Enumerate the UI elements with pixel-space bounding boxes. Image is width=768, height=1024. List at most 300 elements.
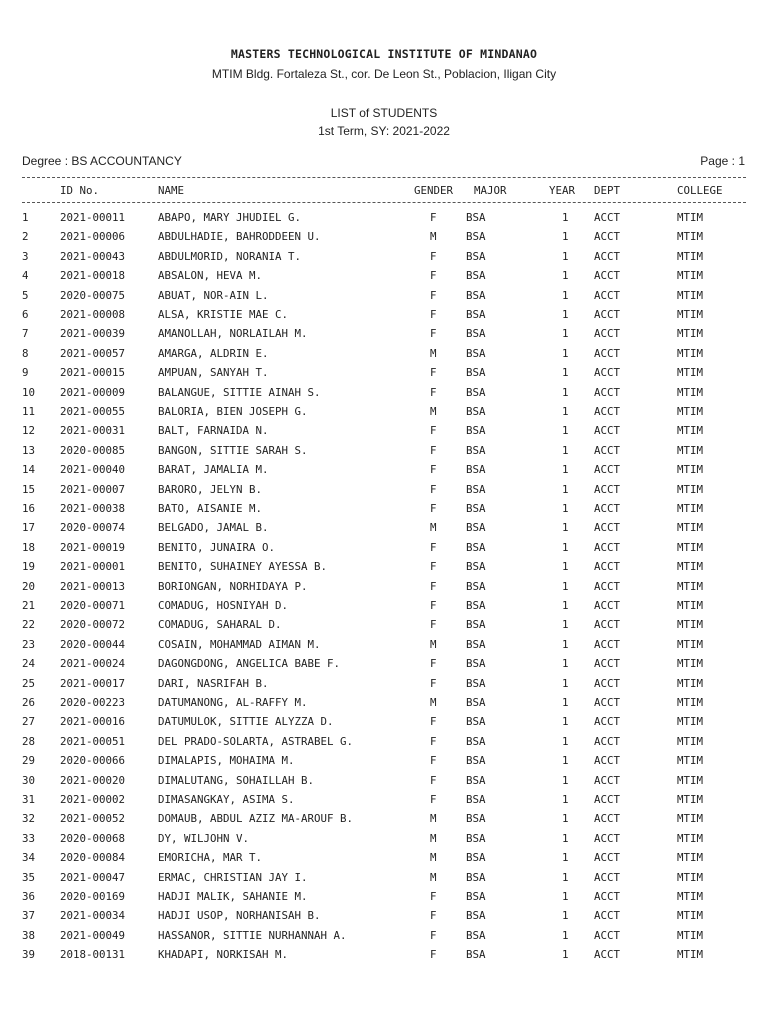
student-dept: ACCT xyxy=(594,366,621,380)
student-name: DIMALAPIS, MOHAIMA M. xyxy=(158,754,295,768)
table-row xyxy=(0,793,768,809)
row-number: 19 xyxy=(22,560,36,574)
divider-top xyxy=(22,177,746,178)
institution-name: MASTERS TECHNOLOGICAL INSTITUTE OF MINDANAO xyxy=(230,47,538,61)
student-college: MTIM xyxy=(677,579,704,593)
table-row xyxy=(0,327,768,343)
student-major: BSA xyxy=(466,269,486,283)
column-header-name: NAME xyxy=(158,184,185,197)
table-row xyxy=(0,463,768,479)
term-label: 1st Term, SY: 2021-2022 xyxy=(318,124,450,138)
row-number: 26 xyxy=(22,696,36,709)
table-row xyxy=(0,269,768,285)
row-number: 20 xyxy=(22,579,36,593)
student-id: 2021-00019 xyxy=(60,540,126,554)
student-id: 2018-00131 xyxy=(60,948,126,962)
student-id: 2020-00223 xyxy=(60,696,126,709)
student-year: 1 xyxy=(562,560,569,574)
student-year: 1 xyxy=(562,366,569,380)
student-name: ABDULHADIE, BAHRODDEEN U. xyxy=(158,230,321,244)
student-name: COMADUG, HOSNIYAH D. xyxy=(158,599,289,612)
table-row xyxy=(0,890,768,906)
student-id: 2021-00011 xyxy=(60,211,126,224)
student-gender: M xyxy=(430,870,437,884)
table-row xyxy=(0,211,768,227)
student-name: DIMALUTANG, SOHAILLAH B. xyxy=(158,773,315,787)
student-major: BSA xyxy=(466,230,486,244)
student-year: 1 xyxy=(562,657,569,671)
student-name: KHADAPI, NORKISAH M. xyxy=(158,948,289,962)
table-row xyxy=(0,599,768,615)
student-college: MTIM xyxy=(677,560,704,574)
student-major: BSA xyxy=(466,463,486,477)
row-number: 32 xyxy=(22,812,36,826)
student-id: 2020-00044 xyxy=(60,637,126,651)
student-college: MTIM xyxy=(677,327,704,341)
student-college: MTIM xyxy=(677,424,704,438)
student-dept: ACCT xyxy=(594,521,621,535)
student-year: 1 xyxy=(562,637,569,651)
student-college: MTIM xyxy=(677,288,704,302)
student-id: 2021-00031 xyxy=(60,424,126,438)
row-number: 24 xyxy=(22,657,36,671)
student-dept: ACCT xyxy=(594,909,621,923)
column-header-gender: GENDER xyxy=(414,184,454,197)
table-row xyxy=(0,618,768,634)
student-dept: ACCT xyxy=(594,599,621,612)
student-year: 1 xyxy=(562,715,569,729)
student-college: MTIM xyxy=(677,812,704,826)
student-name: AMPUAN, SANYAH T. xyxy=(158,366,269,380)
student-year: 1 xyxy=(562,424,569,438)
student-dept: ACCT xyxy=(594,870,621,884)
student-name: COSAIN, MOHAMMAD AIMAN M. xyxy=(158,637,321,651)
row-number: 1 xyxy=(22,211,29,224)
row-number: 25 xyxy=(22,676,36,690)
student-dept: ACCT xyxy=(594,424,621,438)
student-id: 2021-00057 xyxy=(60,346,126,360)
row-number: 8 xyxy=(22,346,29,360)
table-row xyxy=(0,851,768,867)
student-year: 1 xyxy=(562,327,569,341)
student-id: 2021-00043 xyxy=(60,249,126,263)
student-year: 1 xyxy=(562,618,569,632)
student-name: DATUMANONG, AL-RAFFY M. xyxy=(158,696,308,709)
row-number: 14 xyxy=(22,463,36,477)
student-name: DOMAUB, ABDUL AZIZ MA-AROUF B. xyxy=(158,812,354,826)
table-row xyxy=(0,735,768,751)
student-gender: F xyxy=(430,890,437,903)
student-year: 1 xyxy=(562,812,569,826)
student-major: BSA xyxy=(466,909,486,923)
list-title: LIST of STUDENTS xyxy=(330,106,438,120)
student-name: ABSALON, HEVA M. xyxy=(158,269,263,283)
student-gender: F xyxy=(430,754,437,768)
student-college: MTIM xyxy=(677,793,704,806)
student-dept: ACCT xyxy=(594,443,621,457)
student-dept: ACCT xyxy=(594,288,621,302)
student-gender: F xyxy=(430,443,437,457)
student-dept: ACCT xyxy=(594,211,621,224)
divider-header xyxy=(22,202,746,203)
student-year: 1 xyxy=(562,851,569,865)
student-id: 2021-00040 xyxy=(60,463,126,477)
student-college: MTIM xyxy=(677,870,704,884)
student-name: BELGADO, JAMAL B. xyxy=(158,521,269,535)
student-major: BSA xyxy=(466,657,486,671)
page-number: Page : 1 xyxy=(700,154,745,168)
student-college: MTIM xyxy=(677,211,704,224)
student-gender: F xyxy=(430,618,437,632)
row-number: 31 xyxy=(22,793,36,806)
student-year: 1 xyxy=(562,948,569,962)
student-major: BSA xyxy=(466,928,486,942)
student-dept: ACCT xyxy=(594,405,621,418)
student-college: MTIM xyxy=(677,773,704,787)
student-gender: F xyxy=(430,502,437,515)
row-number: 33 xyxy=(22,831,36,845)
student-id: 2021-00001 xyxy=(60,560,126,574)
student-name: AMANOLLAH, NORLAILAH M. xyxy=(158,327,308,341)
student-id: 2020-00084 xyxy=(60,851,126,865)
student-dept: ACCT xyxy=(594,812,621,826)
student-college: MTIM xyxy=(677,948,704,962)
student-major: BSA xyxy=(466,793,486,806)
student-major: BSA xyxy=(466,540,486,554)
student-dept: ACCT xyxy=(594,754,621,768)
column-header-major: MAJOR xyxy=(474,184,507,197)
student-college: MTIM xyxy=(677,405,704,418)
student-major: BSA xyxy=(466,715,486,729)
student-year: 1 xyxy=(562,502,569,515)
student-id: 2021-00020 xyxy=(60,773,126,787)
student-id: 2021-00038 xyxy=(60,502,126,515)
row-number: 28 xyxy=(22,734,36,748)
row-number: 7 xyxy=(22,327,29,341)
row-number: 35 xyxy=(22,870,36,884)
student-id: 2021-00002 xyxy=(60,793,126,806)
student-gender: F xyxy=(430,715,437,729)
student-major: BSA xyxy=(466,831,486,845)
student-major: BSA xyxy=(466,502,486,515)
student-major: BSA xyxy=(466,521,486,535)
student-year: 1 xyxy=(562,346,569,360)
student-gender: F xyxy=(430,793,437,806)
student-dept: ACCT xyxy=(594,831,621,845)
student-gender: F xyxy=(430,676,437,690)
student-id: 2021-00006 xyxy=(60,230,126,244)
student-name: BALT, FARNAIDA N. xyxy=(158,424,269,438)
student-year: 1 xyxy=(562,579,569,593)
student-dept: ACCT xyxy=(594,230,621,244)
student-major: BSA xyxy=(466,346,486,360)
student-name: ALSA, KRISTIE MAE C. xyxy=(158,308,289,321)
student-name: HASSANOR, SITTIE NURHANNAH A. xyxy=(158,928,347,942)
table-row xyxy=(0,521,768,537)
student-dept: ACCT xyxy=(594,657,621,671)
row-number: 21 xyxy=(22,599,36,612)
row-number: 18 xyxy=(22,540,36,554)
student-name: ABDULMORID, NORANIA T. xyxy=(158,249,302,263)
student-id: 2020-00074 xyxy=(60,521,126,535)
student-college: MTIM xyxy=(677,618,704,632)
student-id: 2021-00024 xyxy=(60,657,126,671)
institution-address: MTIM Bldg. Fortaleza St., cor. De Leon St., Poblacion, Iligan City xyxy=(211,67,557,81)
student-major: BSA xyxy=(466,676,486,690)
student-college: MTIM xyxy=(677,463,704,477)
student-year: 1 xyxy=(562,385,569,399)
student-year: 1 xyxy=(562,269,569,283)
student-id: 2021-00008 xyxy=(60,308,126,321)
student-dept: ACCT xyxy=(594,773,621,787)
student-name: AMARGA, ALDRIN E. xyxy=(158,346,269,360)
student-id: 2021-00051 xyxy=(60,734,126,748)
student-major: BSA xyxy=(466,308,486,321)
student-dept: ACCT xyxy=(594,928,621,942)
student-id: 2021-00013 xyxy=(60,579,126,593)
student-college: MTIM xyxy=(677,346,704,360)
student-id: 2021-00015 xyxy=(60,366,126,380)
student-name: BENITO, SUHAINEY AYESSA B. xyxy=(158,560,328,574)
student-id: 2020-00085 xyxy=(60,443,126,457)
table-row xyxy=(0,657,768,673)
student-id: 2021-00034 xyxy=(60,909,126,923)
student-dept: ACCT xyxy=(594,308,621,321)
student-year: 1 xyxy=(562,696,569,709)
student-year: 1 xyxy=(562,754,569,768)
student-name: DEL PRADO-SOLARTA, ASTRABEL G. xyxy=(158,734,354,748)
table-row xyxy=(0,580,768,596)
table-row xyxy=(0,541,768,557)
row-number: 5 xyxy=(22,288,29,302)
student-dept: ACCT xyxy=(594,502,621,515)
table-row xyxy=(0,948,768,964)
student-gender: F xyxy=(430,249,437,263)
student-year: 1 xyxy=(562,482,569,496)
student-major: BSA xyxy=(466,754,486,768)
row-number: 11 xyxy=(22,405,36,418)
degree-label: Degree : BS ACCOUNTANCY xyxy=(22,154,182,168)
student-dept: ACCT xyxy=(594,385,621,399)
student-id: 2021-00009 xyxy=(60,385,126,399)
row-number: 13 xyxy=(22,443,36,457)
row-number: 10 xyxy=(22,385,36,399)
student-dept: ACCT xyxy=(594,269,621,283)
student-gender: M xyxy=(430,637,437,651)
column-header-id: ID No. xyxy=(60,184,100,197)
table-row xyxy=(0,502,768,518)
table-row xyxy=(0,347,768,363)
student-year: 1 xyxy=(562,831,569,845)
table-row xyxy=(0,871,768,887)
table-row xyxy=(0,638,768,654)
student-major: BSA xyxy=(466,579,486,593)
student-gender: F xyxy=(430,385,437,399)
row-number: 39 xyxy=(22,948,36,962)
student-gender: M xyxy=(430,851,437,865)
student-major: BSA xyxy=(466,560,486,574)
table-row xyxy=(0,774,768,790)
student-major: BSA xyxy=(466,211,486,224)
student-dept: ACCT xyxy=(594,327,621,341)
table-row xyxy=(0,715,768,731)
table-row xyxy=(0,424,768,440)
student-college: MTIM xyxy=(677,521,704,535)
student-dept: ACCT xyxy=(594,676,621,690)
table-row xyxy=(0,929,768,945)
student-id: 2020-00169 xyxy=(60,890,126,903)
student-gender: M xyxy=(430,521,437,535)
student-id: 2021-00052 xyxy=(60,812,126,826)
student-gender: F xyxy=(430,773,437,787)
student-year: 1 xyxy=(562,928,569,942)
table-row xyxy=(0,832,768,848)
student-gender: M xyxy=(430,696,437,709)
student-major: BSA xyxy=(466,696,486,709)
student-year: 1 xyxy=(562,909,569,923)
student-year: 1 xyxy=(562,599,569,612)
student-year: 1 xyxy=(562,793,569,806)
student-dept: ACCT xyxy=(594,249,621,263)
student-gender: F xyxy=(430,288,437,302)
student-gender: F xyxy=(430,909,437,923)
student-dept: ACCT xyxy=(594,851,621,865)
student-gender: M xyxy=(430,831,437,845)
student-gender: F xyxy=(430,211,437,224)
student-year: 1 xyxy=(562,211,569,224)
student-year: 1 xyxy=(562,405,569,418)
student-id: 2021-00055 xyxy=(60,405,126,418)
student-major: BSA xyxy=(466,482,486,496)
student-dept: ACCT xyxy=(594,696,621,709)
student-year: 1 xyxy=(562,521,569,535)
student-major: BSA xyxy=(466,249,486,263)
student-major: BSA xyxy=(466,405,486,418)
student-id: 2021-00049 xyxy=(60,928,126,942)
table-row xyxy=(0,483,768,499)
student-gender: F xyxy=(430,734,437,748)
student-major: BSA xyxy=(466,812,486,826)
row-number: 4 xyxy=(22,269,29,283)
student-name: BANGON, SITTIE SARAH S. xyxy=(158,443,308,457)
student-name: EMORICHA, MAR T. xyxy=(158,851,263,865)
student-year: 1 xyxy=(562,734,569,748)
table-row xyxy=(0,308,768,324)
student-year: 1 xyxy=(562,463,569,477)
student-college: MTIM xyxy=(677,715,704,729)
table-row xyxy=(0,677,768,693)
table-row xyxy=(0,230,768,246)
student-college: MTIM xyxy=(677,831,704,845)
student-gender: F xyxy=(430,482,437,496)
student-college: MTIM xyxy=(677,249,704,263)
student-name: HADJI MALIK, SAHANIE M. xyxy=(158,890,308,903)
student-name: BARAT, JAMALIA M. xyxy=(158,463,269,477)
student-gender: M xyxy=(430,230,437,244)
student-name: BENITO, JUNAIRA O. xyxy=(158,540,276,554)
row-number: 38 xyxy=(22,928,36,942)
student-name: DARI, NASRIFAH B. xyxy=(158,676,269,690)
student-year: 1 xyxy=(562,249,569,263)
row-number: 2 xyxy=(22,230,29,244)
student-id: 2021-00016 xyxy=(60,715,126,729)
student-year: 1 xyxy=(562,540,569,554)
student-gender: F xyxy=(430,948,437,962)
student-major: BSA xyxy=(466,288,486,302)
student-name: BALANGUE, SITTIE AINAH S. xyxy=(158,385,321,399)
row-number: 37 xyxy=(22,909,36,923)
row-number: 23 xyxy=(22,637,36,651)
student-college: MTIM xyxy=(677,385,704,399)
student-college: MTIM xyxy=(677,696,704,709)
student-college: MTIM xyxy=(677,599,704,612)
row-number: 22 xyxy=(22,618,36,632)
student-college: MTIM xyxy=(677,676,704,690)
student-name: DIMASANGKAY, ASIMA S. xyxy=(158,793,295,806)
row-number: 29 xyxy=(22,754,36,768)
student-dept: ACCT xyxy=(594,715,621,729)
student-major: BSA xyxy=(466,366,486,380)
row-number: 27 xyxy=(22,715,36,729)
row-number: 12 xyxy=(22,424,36,438)
student-college: MTIM xyxy=(677,540,704,554)
student-dept: ACCT xyxy=(594,793,621,806)
table-row xyxy=(0,812,768,828)
student-year: 1 xyxy=(562,773,569,787)
table-row xyxy=(0,366,768,382)
student-year: 1 xyxy=(562,443,569,457)
student-dept: ACCT xyxy=(594,637,621,651)
student-college: MTIM xyxy=(677,851,704,865)
student-college: MTIM xyxy=(677,754,704,768)
student-name: COMADUG, SAHARAL D. xyxy=(158,618,282,632)
column-header-year: YEAR xyxy=(549,184,576,197)
student-major: BSA xyxy=(466,327,486,341)
student-dept: ACCT xyxy=(594,346,621,360)
student-gender: F xyxy=(430,424,437,438)
student-dept: ACCT xyxy=(594,560,621,574)
row-number: 3 xyxy=(22,249,29,263)
student-name: HADJI USOP, NORHANISAH B. xyxy=(158,909,321,923)
student-gender: F xyxy=(430,579,437,593)
student-major: BSA xyxy=(466,637,486,651)
student-dept: ACCT xyxy=(594,579,621,593)
table-row xyxy=(0,909,768,925)
column-header-dept: DEPT xyxy=(594,184,621,197)
student-gender: F xyxy=(430,308,437,321)
student-major: BSA xyxy=(466,734,486,748)
row-number: 9 xyxy=(22,366,29,380)
student-major: BSA xyxy=(466,948,486,962)
student-gender: F xyxy=(430,560,437,574)
student-gender: F xyxy=(430,463,437,477)
student-name: ERMAC, CHRISTIAN JAY I. xyxy=(158,870,308,884)
student-name: DY, WILJOHN V. xyxy=(158,831,250,845)
student-year: 1 xyxy=(562,890,569,903)
student-name: DATUMULOK, SITTIE ALYZZA D. xyxy=(158,715,334,729)
student-dept: ACCT xyxy=(594,948,621,962)
student-name: DAGONGDONG, ANGELICA BABE F. xyxy=(158,657,341,671)
student-year: 1 xyxy=(562,230,569,244)
student-college: MTIM xyxy=(677,308,704,321)
student-name: BARORO, JELYN B. xyxy=(158,482,263,496)
student-gender: F xyxy=(430,366,437,380)
student-year: 1 xyxy=(562,308,569,321)
student-major: BSA xyxy=(466,851,486,865)
table-header xyxy=(0,184,768,200)
student-year: 1 xyxy=(562,870,569,884)
student-college: MTIM xyxy=(677,269,704,283)
